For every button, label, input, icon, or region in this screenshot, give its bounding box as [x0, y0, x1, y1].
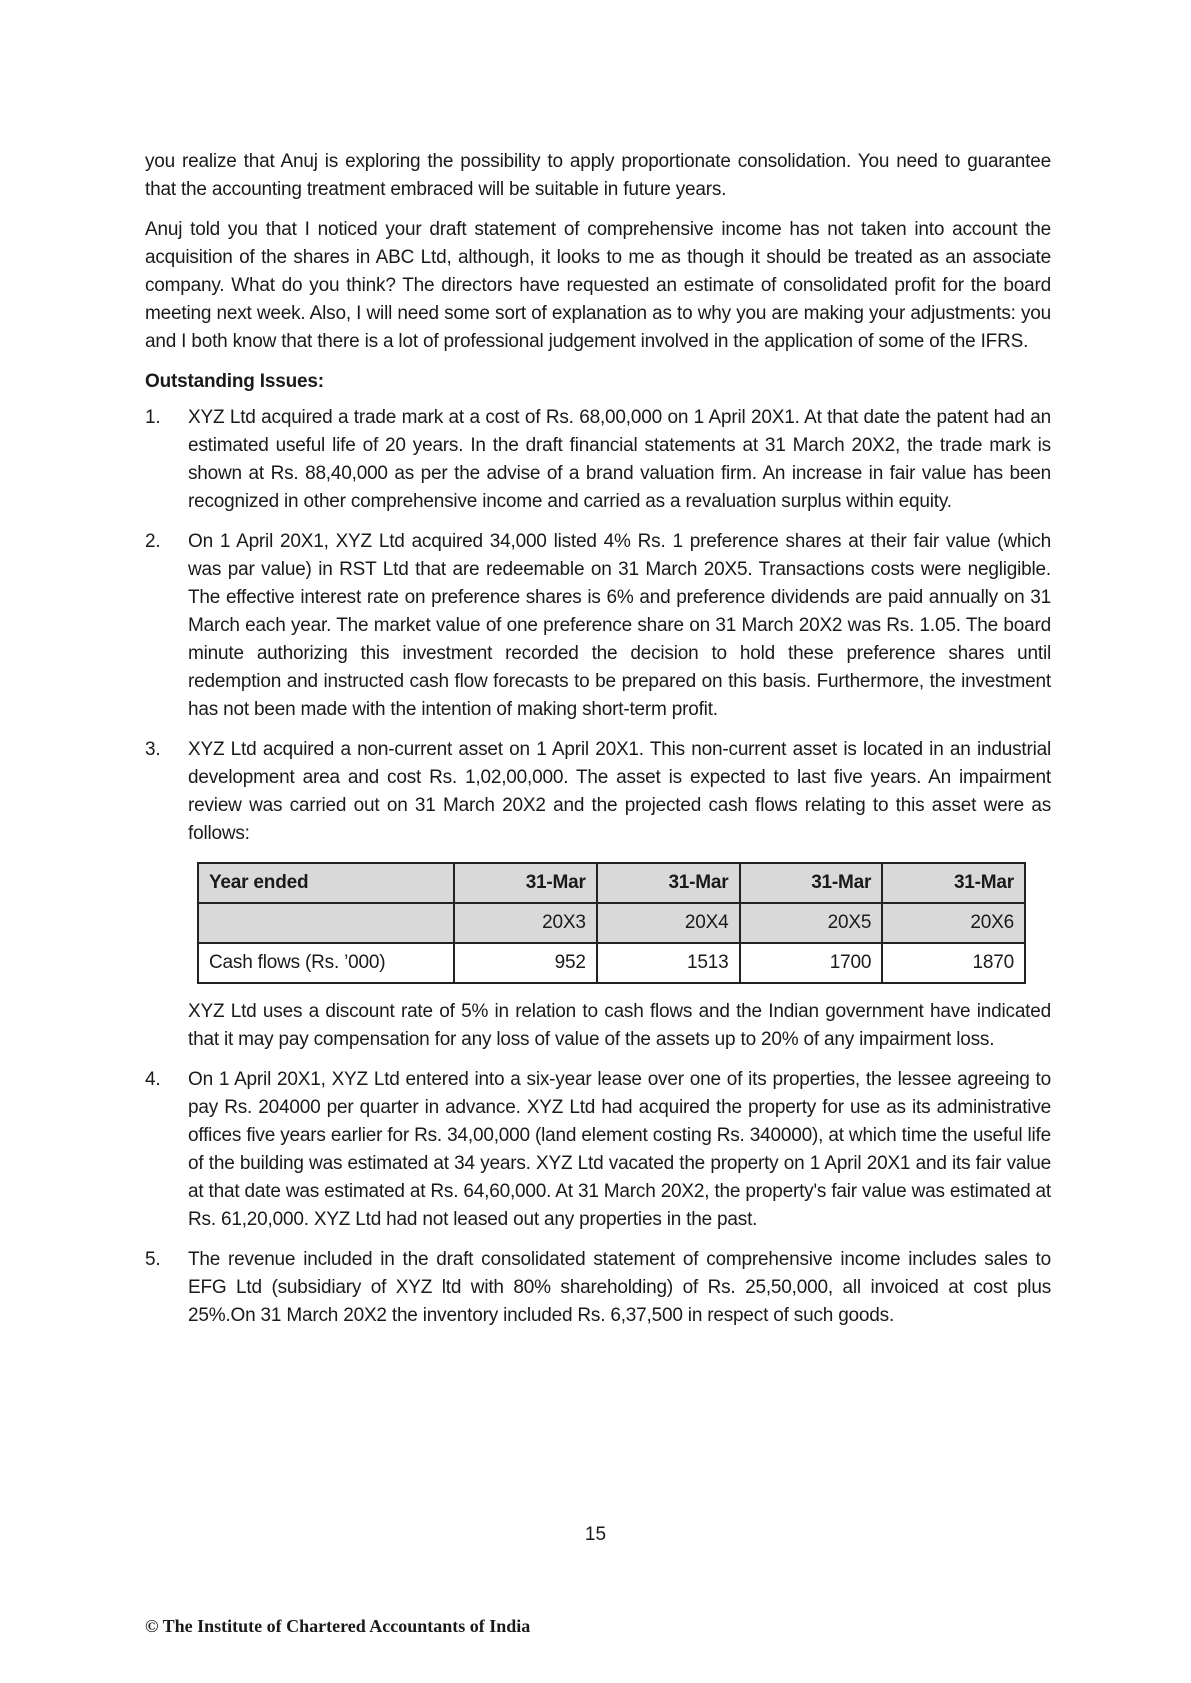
table-row — [198, 943, 1025, 983]
item-text: XYZ Ltd acquired a non-current asset on 1 April 20X1. This non-current asset is located in an industrial development area and cost Rs. 1,02,00,000. The asset is expected to last five years. An impairment review was carried out on 31 March 20X2 and the projected cash flows relating to this asset were as follows: — [188, 739, 1051, 844]
table-cell: 952 — [454, 943, 597, 983]
table-cell: Year ended — [198, 863, 454, 903]
item-number: 1. — [145, 407, 161, 428]
intro-paragraph-2: Anuj told you that I noticed your draft statement of comprehensive income has not taken into account the acquisition of the shares in ABC Ltd, although, it looks to me as though it should be treated as an associate company. What do you think? The directors have requested an estimate of consolidated profit for the board meeting next week. Also, I will need some sort of explanation as to why you are making your adjustments: you and I both know that there is a lot of professional judgement involved in the application of some of the IFRS. — [145, 219, 1051, 352]
copyright-notice: © The Institute of Chartered Accountants of India — [145, 1616, 531, 1636]
item-number: 3. — [145, 739, 161, 760]
item-number: 5. — [145, 1249, 161, 1270]
item-text: On 1 April 20X1, XYZ Ltd acquired 34,000 listed 4% Rs. 1 preference shares at their fair value (which was par value) in RST Ltd that are redeemable on 31 March 20X5. Transactions costs were negligible. The effective interest rate on preference shares is 6% and preference dividends are paid annually on 31 March each year. The market value of one preference share on 31 March 20X2 was Rs. 1.05. The board minute authorizing this investment recorded the decision to hold these preference shares until redemption and instructed cash flow forecasts to be prepared on this basis. Furthermore, the investment has not been made with the intention of making short-term profit. — [188, 531, 1051, 720]
list-item — [145, 404, 1051, 516]
table-header-row — [198, 863, 1025, 903]
table-cell: 31-Mar — [882, 863, 1025, 903]
table-cell: 31-Mar — [597, 863, 740, 903]
table-cell: 20X5 — [740, 903, 883, 943]
list-item — [145, 736, 1051, 1054]
table-cell: 20X3 — [454, 903, 597, 943]
table-cell: Cash flows (Rs. ’000) — [198, 943, 454, 983]
table-cell: 1513 — [597, 943, 740, 983]
item-text: On 1 April 20X1, XYZ Ltd entered into a six-year lease over one of its properties, the lessee agreeing to pay Rs. 204000 per quarter in advance. XYZ Ltd had acquired the property for use as its administrative offices five years earlier for Rs. 34,00,000 (land element costing Rs. 340000), at which time the useful life of the building was estimated at 34 years. XYZ Ltd vacated the property on 1 April 20X1 and its fair value at that date was estimated at Rs. 64,60,000. At 31 March 20X2, the property's fair value was estimated at Rs. 61,20,000. XYZ Ltd had not leased out any properties in the past. — [188, 1069, 1051, 1230]
table-cell: 1870 — [882, 943, 1025, 983]
item-text: XYZ Ltd acquired a trade mark at a cost of Rs. 68,00,000 on 1 April 20X1. At that date the patent had an estimated useful life of 20 years. In the draft financial statements at 31 March 20X2, the trade mark is shown at Rs. 88,40,000 as per the advise of a brand valuation firm. An increase in fair value has been recognized in other comprehensive income and carried as a revaluation surplus within equity. — [188, 407, 1051, 512]
page-number: 15 — [584, 1524, 607, 1545]
table-cell: 31-Mar — [454, 863, 597, 903]
cash-flow-table — [197, 862, 1026, 984]
table-cell: 1700 — [740, 943, 883, 983]
table-cell: 20X6 — [882, 903, 1025, 943]
item-text: The revenue included in the draft consolidated statement of comprehensive income includes sales to EFG Ltd (subsidiary of XYZ ltd with 80% shareholding) of Rs. 25,50,000, all invoiced at cost plus 25%.On 31 March 20X2 the inventory included Rs. 6,37,500 in respect of such goods. — [188, 1249, 1051, 1326]
list-item — [145, 528, 1051, 724]
item-number: 4. — [145, 1069, 161, 1090]
page-content — [145, 148, 1051, 1342]
item-body — [188, 736, 1051, 1054]
table-cell: 20X4 — [597, 903, 740, 943]
intro-paragraph-1: you realize that Anuj is exploring the possibility to apply proportionate consolidation. You need to guarantee that the accounting treatment embraced will be suitable in future years. — [145, 151, 1051, 200]
list-item — [145, 1246, 1051, 1330]
table-cell — [198, 903, 454, 943]
item-followup-text: XYZ Ltd uses a discount rate of 5% in relation to cash flows and the Indian government have indicated that it may pay compensation for any loss of value of the assets up to 20% of any impairment loss. — [188, 1001, 1051, 1050]
item-number: 2. — [145, 531, 161, 552]
table-cell: 31-Mar — [740, 863, 883, 903]
list-item — [145, 1066, 1051, 1234]
issues-list — [145, 404, 1051, 1330]
table-row — [198, 903, 1025, 943]
section-heading: Outstanding Issues: — [145, 371, 324, 392]
